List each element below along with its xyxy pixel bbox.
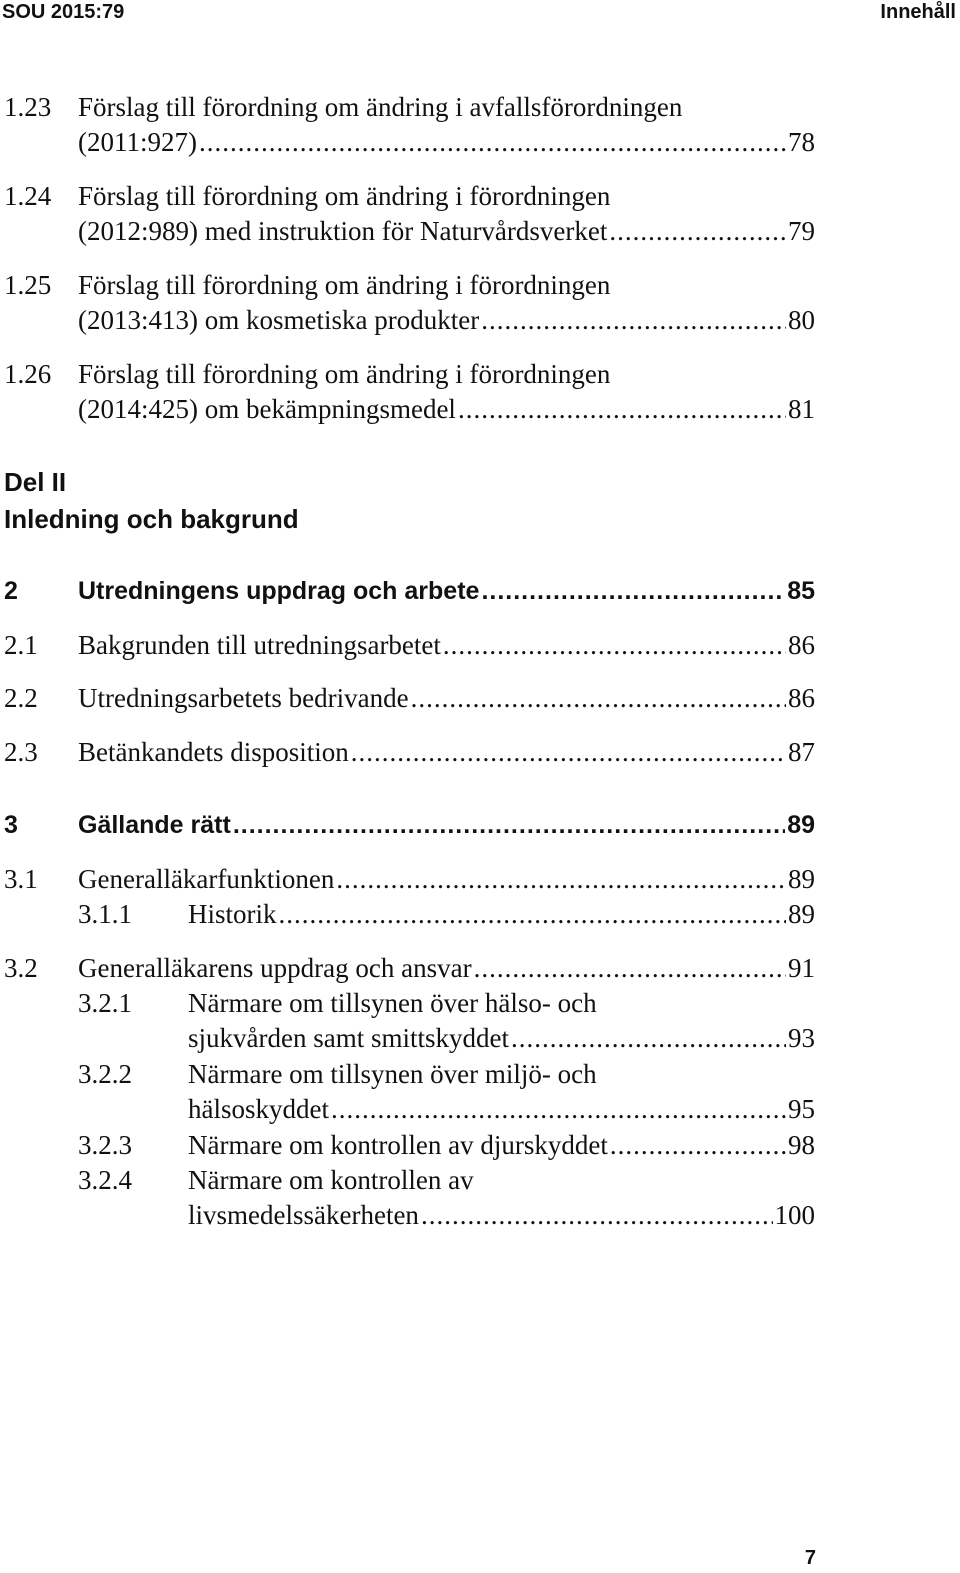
toc-entry-number: 3.2.4 [78, 1165, 132, 1195]
toc-page-number: 100 [774, 1200, 815, 1230]
toc-entry-title: Bakgrunden till utredningsarbetet [78, 630, 441, 660]
toc-entry-title: Betänkandets disposition [78, 737, 349, 767]
part-label: Del II [4, 467, 67, 497]
toc-entry-number: 2.2 [4, 683, 38, 713]
part-title: Inledning och bakgrund [4, 504, 299, 534]
toc-subentry[interactable] [0, 985, 960, 1021]
toc-chapter-number: 2 [4, 577, 18, 605]
toc-subentry[interactable] [0, 1056, 960, 1092]
toc-entry-number: 3.2.3 [78, 1130, 132, 1160]
toc-entry-number: 2.3 [4, 737, 38, 767]
toc-entry-number: 3.2.2 [78, 1059, 132, 1089]
toc-page-number: 98 [788, 1130, 815, 1160]
leader-dots [279, 896, 786, 932]
toc-entry-title: (2011:927) [78, 127, 197, 157]
toc-entry[interactable] [0, 89, 960, 125]
toc-entry-title: Förslag till förordning om ändring i avfallsförordningen [78, 92, 683, 122]
toc-entry-title: (2012:989) med instruktion för Naturvårdsverket [78, 216, 608, 246]
leader-dots [233, 807, 785, 843]
leader-dots [199, 124, 786, 160]
toc-page-number: 86 [788, 683, 815, 713]
toc-chapter-title: Utredningens uppdrag och arbete [78, 577, 480, 605]
toc-page-number: 80 [788, 305, 815, 335]
leader-dots [421, 1197, 773, 1233]
toc-page-number: 91 [788, 953, 815, 983]
toc-entry-continuation[interactable] [188, 1020, 815, 1056]
leader-dots [411, 680, 786, 716]
toc-page-number: 93 [788, 1023, 815, 1053]
toc-entry-number: 1.24 [4, 181, 52, 211]
toc-entry-title: (2013:413) om kosmetiska produkter [78, 305, 480, 335]
toc-entry-title: hälsoskyddet [188, 1094, 329, 1124]
toc-entry[interactable] [0, 267, 960, 303]
page-number: 7 [804, 1547, 816, 1569]
toc-subentry[interactable] [0, 1162, 960, 1198]
toc-entry-title: livsmedelssäkerheten [188, 1200, 419, 1230]
leader-dots [331, 1091, 786, 1127]
toc-entry[interactable] [0, 680, 960, 716]
leader-dots [336, 861, 786, 897]
toc-entry-title: Förslag till förordning om ändring i förordningen [78, 359, 611, 389]
toc-chapter-number: 3 [4, 811, 18, 839]
toc-entry-continuation[interactable] [78, 302, 815, 338]
toc-entry[interactable] [0, 356, 960, 392]
toc-entry-title: Förslag till förordning om ändring i förordningen [78, 270, 611, 300]
toc-entry-continuation[interactable] [78, 391, 815, 427]
toc-entry-title: Utredningsarbetets bedrivande [78, 683, 409, 713]
toc-page-number: 89 [788, 864, 815, 894]
toc-entry-number: 1.26 [4, 359, 52, 389]
toc-page-number: 85 [787, 577, 815, 605]
toc-subentry[interactable] [0, 1127, 960, 1163]
toc-entry-title: Generalläkarens uppdrag och ansvar [78, 953, 472, 983]
leader-dots [443, 627, 786, 663]
toc-entry-number: 3.2.1 [78, 988, 132, 1018]
toc-entry-number: 3.1 [4, 864, 38, 894]
toc-entry-number: 1.23 [4, 92, 52, 122]
toc-entry[interactable] [0, 950, 960, 986]
toc-entry[interactable] [0, 861, 960, 897]
toc-entry-continuation[interactable] [78, 213, 815, 249]
toc-page-number: 81 [788, 394, 815, 424]
leader-dots [481, 573, 785, 609]
leader-dots [511, 1020, 786, 1056]
toc-entry-title: Närmare om tillsynen över hälso- och [188, 988, 597, 1018]
toc-entry-number: 2.1 [4, 630, 38, 660]
toc-entry-title: Historik [188, 899, 277, 929]
leader-dots [481, 302, 786, 338]
leader-dots [351, 734, 786, 770]
toc-entry-title: Generalläkarfunktionen [78, 864, 335, 894]
toc-page-number: 95 [788, 1094, 815, 1124]
toc-entry-title: Närmare om kontrollen av [188, 1165, 474, 1195]
toc-entry[interactable] [0, 734, 960, 770]
toc-page-number: 87 [788, 737, 815, 767]
toc-chapter[interactable] [0, 573, 960, 609]
toc-page-number: 89 [787, 811, 815, 839]
toc-entry-number: 3.2 [4, 953, 38, 983]
toc-subentry[interactable] [0, 896, 960, 932]
toc-entry-number: 3.1.1 [78, 899, 132, 929]
toc-entry[interactable] [0, 627, 960, 663]
toc-entry-title: (2014:425) om bekämpningsmedel [78, 394, 456, 424]
leader-dots [609, 213, 786, 249]
toc-entry-title: Närmare om tillsynen över miljö- och [188, 1059, 597, 1089]
toc-entry-continuation[interactable] [78, 124, 815, 160]
toc-page-number: 86 [788, 630, 815, 660]
leader-dots [458, 391, 786, 427]
toc-entry[interactable] [0, 178, 960, 214]
leader-dots [474, 950, 786, 986]
toc-entry-title: sjukvården samt smittskyddet [188, 1023, 509, 1053]
toc-entry-number: 1.25 [4, 270, 52, 300]
toc-page-number: 78 [788, 127, 815, 157]
running-header-right: Innehåll [880, 1, 956, 23]
toc-entry-title: Förslag till förordning om ändring i förordningen [78, 181, 611, 211]
toc-entry-title: Närmare om kontrollen av djurskyddet [188, 1130, 608, 1160]
toc-page-number: 89 [788, 899, 815, 929]
toc-chapter-title: Gällande rätt [78, 811, 231, 839]
leader-dots [610, 1127, 786, 1163]
toc-page-number: 79 [788, 216, 815, 246]
toc-entry-continuation[interactable] [188, 1091, 815, 1127]
toc-entry-continuation[interactable] [188, 1197, 815, 1233]
running-header-left: SOU 2015:79 [2, 1, 125, 23]
toc-chapter[interactable] [0, 807, 960, 843]
